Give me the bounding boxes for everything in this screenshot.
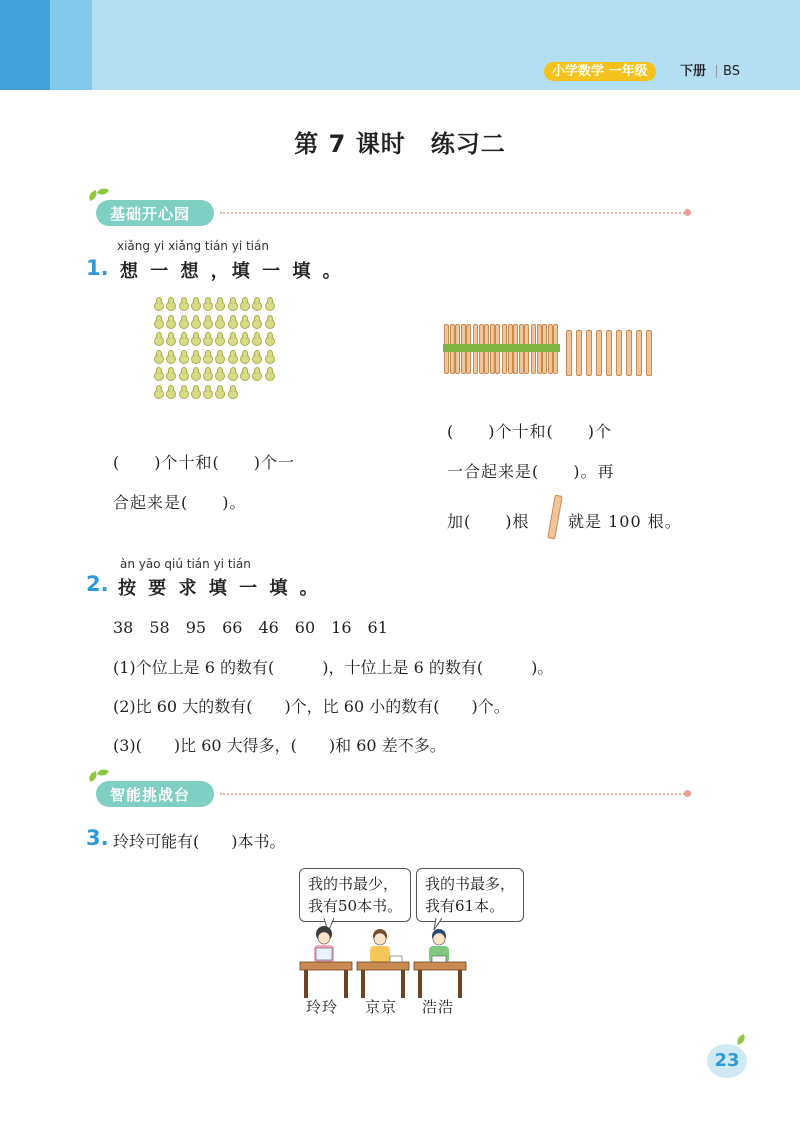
bubble-line: 我的书最多， (425, 875, 516, 893)
q3-text: 玲玲可能有( )本书。 (113, 832, 286, 851)
q2-pinyin: àn yāo qiú tián yi tián (120, 557, 251, 571)
pear-icon (251, 296, 262, 311)
pear-icon (190, 366, 201, 381)
pear-icon (165, 314, 176, 329)
pear-icon (202, 296, 213, 311)
pear-icon (239, 331, 250, 346)
pear-icon (227, 366, 238, 381)
pear-icon (153, 349, 164, 364)
pear-icon (178, 349, 189, 364)
pear-icon (227, 314, 238, 329)
single-stick-icon (566, 330, 572, 376)
section-label-pill (96, 200, 214, 226)
single-stick-icon (646, 330, 652, 376)
pear-icon (239, 349, 250, 364)
pear-row (153, 296, 283, 314)
dotted-divider (220, 793, 685, 795)
q1-right-line1: ( )个十和( )个 (447, 422, 612, 441)
pear-icon (264, 366, 275, 381)
pear-icon (214, 296, 225, 311)
q1-pinyin: xiǎng yi xiǎng tián yi tián (117, 239, 269, 253)
pear-icon (264, 314, 275, 329)
q2-line2: (2)比 60 大的数有( )个，比 60 小的数有( )个。 (113, 697, 510, 716)
bubble-line: 我有61本。 (425, 897, 505, 915)
pear-icon (239, 314, 250, 329)
section-banner-challenge (96, 781, 696, 807)
q1-left-line1: ( )个十和( )个一 (113, 453, 295, 472)
speech-bubble-lingling (299, 868, 411, 922)
pear-icon (264, 331, 275, 346)
pear-grid (153, 296, 283, 401)
pear-icon (264, 349, 275, 364)
q1-number: 1. (86, 256, 109, 280)
pear-icon (202, 384, 213, 399)
header-stripe-dark (0, 0, 50, 90)
pear-icon (214, 331, 225, 346)
pear-icon (202, 366, 213, 381)
stick-bundle-icon (531, 322, 559, 376)
pear-icon (202, 349, 213, 364)
kids-at-desks-illustration (296, 918, 471, 1008)
pear-row (153, 366, 283, 384)
name-jingjing: 京京 (365, 998, 398, 1016)
leaf-icon (735, 1034, 747, 1045)
single-stick-icon (616, 330, 622, 376)
bubble-line: 我的书最少， (308, 875, 399, 893)
section-label: 基础开心园 (110, 205, 191, 223)
pear-icon (190, 331, 201, 346)
pear-row (153, 314, 283, 332)
pear-icon (178, 331, 189, 346)
volume-label: 下册 (680, 64, 707, 79)
single-stick-icon (586, 330, 592, 376)
pear-icon (264, 296, 275, 311)
pear-icon (178, 366, 189, 381)
pear-icon (227, 384, 238, 399)
pear-icon (202, 314, 213, 329)
pear-icon (190, 384, 201, 399)
leaf-icon (97, 187, 109, 197)
pear-icon (227, 349, 238, 364)
header-stripe-light (50, 0, 92, 90)
pear-icon (251, 349, 262, 364)
speech-bubble-haohao (416, 868, 524, 922)
section-banner-basic (96, 200, 696, 226)
name-lingling: 玲玲 (306, 998, 339, 1016)
page-number: 23 (707, 1044, 747, 1078)
pear-icon (165, 349, 176, 364)
single-stick-icon (636, 330, 642, 376)
stick-bundle-icon (502, 322, 530, 376)
stick-bundle-icon (473, 322, 501, 376)
section-label-pill (96, 781, 214, 807)
single-stick-icon (576, 330, 582, 376)
pear-icon (251, 314, 262, 329)
pear-row (153, 384, 283, 402)
pear-row (153, 349, 283, 367)
pear-icon (214, 366, 225, 381)
q1-right-line3b: 就是 100 根。 (568, 512, 682, 531)
dotted-divider (220, 212, 685, 214)
q1-right-line3a: 加( )根 (447, 512, 530, 531)
page-title: 第 7 课时 练习二 (294, 130, 506, 158)
section-label: 智能挑战台 (110, 786, 191, 804)
q2-number: 2. (86, 572, 109, 596)
pear-icon (251, 366, 262, 381)
q1-left-line2: 合起来是( )。 (113, 493, 247, 512)
q2-line1: (1)个位上是 6 的数有( )，十位上是 6 的数有( )。 (113, 658, 554, 677)
q1-right-line2: 一合起来是( )。再 (447, 462, 615, 481)
pear-icon (178, 314, 189, 329)
single-stick-icon (596, 330, 602, 376)
pear-icon (239, 296, 250, 311)
pear-icon (227, 296, 238, 311)
pear-icon (227, 331, 238, 346)
divider-end-dot (684, 790, 691, 797)
single-stick-icon (606, 330, 612, 376)
pear-icon (214, 349, 225, 364)
q2-line3: (3)( )比 60 大得多，( )和 60 差不多。 (113, 736, 446, 755)
pear-icon (153, 331, 164, 346)
edition-label: BS (723, 64, 740, 79)
pear-icon (190, 296, 201, 311)
pear-icon (214, 384, 225, 399)
stick-bundles-image (444, 322, 664, 376)
pear-icon (251, 331, 262, 346)
pear-icon (178, 384, 189, 399)
subject-badge: 小学数学 一年级 (544, 62, 656, 81)
q2-number-list: 38 58 95 66 46 60 16 61 (113, 618, 388, 637)
q1-instruction: 想 一 想 ，填 一 填 。 (120, 261, 344, 282)
single-stick-icon (626, 330, 632, 376)
pear-icon (190, 314, 201, 329)
q3-number: 3. (86, 826, 109, 850)
pear-icon (153, 314, 164, 329)
single-stick-icon (547, 495, 563, 540)
pear-icon (153, 296, 164, 311)
divider-end-dot (684, 209, 691, 216)
pear-icon (178, 296, 189, 311)
pear-icon (202, 331, 213, 346)
pear-row (153, 331, 283, 349)
pear-icon (165, 331, 176, 346)
pear-icon (153, 366, 164, 381)
header-separator (716, 65, 717, 78)
stick-bundle-icon (444, 322, 472, 376)
pear-icon (190, 349, 201, 364)
pear-icon (165, 296, 176, 311)
pear-icon (165, 384, 176, 399)
leaf-icon (97, 768, 109, 778)
bubble-line: 我有50本书。 (308, 897, 403, 915)
pear-icon (165, 366, 176, 381)
pear-icon (153, 384, 164, 399)
pear-icon (239, 366, 250, 381)
name-haohao: 浩浩 (422, 998, 455, 1016)
q2-instruction: 按 要 求 填 一 填 。 (118, 578, 321, 599)
pear-icon (214, 314, 225, 329)
